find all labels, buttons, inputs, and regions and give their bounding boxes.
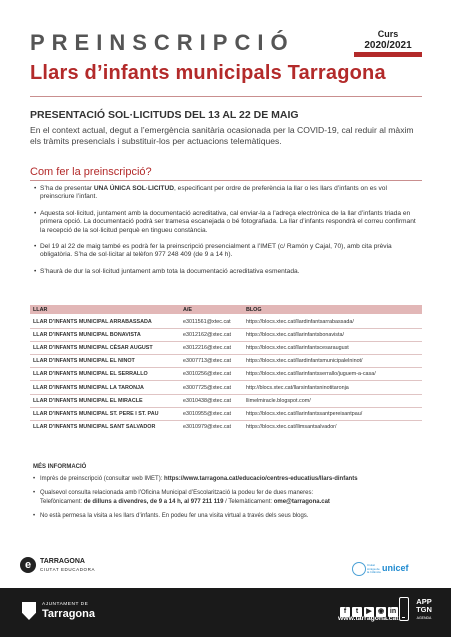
course-label-text: Curs [377, 29, 399, 39]
nursery-email[interactable]: e3012216@xtec.cat [180, 341, 243, 354]
list-item [34, 185, 422, 202]
nursery-email[interactable]: e3011561@xtec.cat [180, 315, 243, 328]
nursery-blog-link[interactable]: https://blocs.xtec.cat/llarinfantssantpereisantpau/ [243, 407, 422, 420]
tgn-label: TGN [416, 605, 432, 614]
info-text: Telefònicament: [40, 498, 84, 505]
table-row [30, 341, 422, 354]
nursery-blog-link[interactable]: llimelmiracle.blogspot.com/ [243, 394, 422, 407]
app-label: APP [416, 597, 432, 606]
nursery-blog-link[interactable]: https://blocs.xtec.cat/llarinfantsserrallo/juguem-a-casa/ [243, 368, 422, 381]
column-header-blog: BLOG [243, 305, 422, 315]
unicef-logo [352, 562, 432, 576]
pretitle: PREINSCRIPCIÓ [30, 30, 295, 55]
presentation-text: En el context actual, degut a l’emergència sanitària ocasionada per la COVID-19, cal reduir al màxim els tràmits presencials i substituir-los per actuacions telemàtiques. [30, 125, 414, 146]
column-header-llar: LLAR [30, 305, 180, 315]
nursery-blog-link[interactable]: https://blocs.xtec.cat/llardinfantsmunicipalelninot/ [243, 355, 422, 368]
nursery-name: LLAR D’INFANTS MUNICIPAL CÈSAR AUGUST [30, 341, 180, 354]
linkedin-icon[interactable]: in [389, 608, 397, 615]
list-item: • No està permesa la visita a les llars d’infants. En podeu fer una visita virtual a través dels seus blogs. [33, 512, 425, 520]
more-info-list [33, 475, 425, 527]
info-text: Imprès de preinscripció (consultar web IMET): [40, 476, 165, 482]
table-header-row [30, 305, 422, 315]
list-item: • S’haurà de dur la sol·licitud juntament amb tota la documentació acreditativa esmentada. [34, 268, 422, 276]
nursery-name: LLAR D’INFANTS MUNICIPAL LA TARONJA [30, 381, 180, 394]
footer-bar [0, 588, 451, 637]
nursery-name: LLAR D’INFANTS MUNICIPAL ARRABASSADA [30, 315, 180, 328]
nursery-email[interactable]: e3010256@xtec.cat [180, 368, 243, 381]
column-header-email: A/E [180, 305, 243, 315]
table-row [30, 355, 422, 368]
nursery-blog-link[interactable]: https://blocs.xtec.cat/llardinfantsarrabassada/ [243, 315, 422, 328]
tarragona-educadora-logo [20, 556, 100, 578]
presentation-heading: PRESENTACIÓ SOL·LICITUDS DEL 13 AL 22 DE MAIG [30, 109, 299, 121]
bullet-bold: UNA ÚNICA SOL·LICITUD [93, 185, 174, 192]
divider [30, 96, 422, 97]
agenda-label: AGENDA [416, 616, 432, 620]
app-tgn-badge[interactable] [413, 598, 435, 622]
nursery-blog-link[interactable]: https://blocs.xtec.cat/llarinfantsbonavista/ [243, 328, 422, 341]
how-list [34, 185, 422, 284]
contact-email-link[interactable]: ome@tarragona.cat [273, 498, 330, 505]
website-link[interactable]: www.tarragona.cat [338, 615, 399, 622]
facebook-icon[interactable]: f [340, 607, 350, 617]
phone-hours: de dilluns a divendres, de 9 a 14 h, al 977 211 119 [83, 498, 224, 505]
nursery-email[interactable]: e3007725@xtec.cat [180, 381, 243, 394]
nursery-name: LLAR D’INFANTS MUNICIPAL EL SERRALLO [30, 368, 180, 381]
ajuntament-label: AJUNTAMENT DE [42, 602, 89, 607]
course-years: 2020/2021 [364, 40, 412, 51]
divider [30, 180, 422, 181]
course-label [356, 29, 420, 51]
how-heading: Com fer la preinscripció? [30, 166, 152, 178]
list-item: • Aquesta sol·licitud, juntament amb la documentació acreditativa, cal enviar-la a l’adreça electrònica de la llar d’infants triada en primera opció. La documentació podrà ser tramesa escanejada o bé fotografiada. La llar d’infants respondrà el correu confirmant la recepció de la sol·licitud perquè en tingueu constància. [34, 210, 422, 235]
unicef-wordmark: unicef [382, 563, 409, 573]
table-row [30, 394, 422, 407]
nursery-blog-link[interactable]: https://blocs.xtec.cat/llarinfantscesaraugust [243, 341, 422, 354]
social-icons [340, 600, 400, 615]
phone-icon [399, 597, 409, 621]
nurseries-table [30, 305, 422, 434]
table-row [30, 381, 422, 394]
nursery-email[interactable]: e3010979@xtec.cat [183, 424, 232, 431]
tgn-e-icon: e [20, 557, 36, 573]
twitter-icon[interactable]: t [352, 607, 362, 617]
list-item [33, 475, 425, 483]
course-accent-bar [354, 52, 422, 57]
nursery-email[interactable]: e3007713@xtec.cat [180, 355, 243, 368]
table-row [30, 407, 422, 420]
ajuntament-name: Tarragona [42, 608, 95, 620]
nursery-name: LLAR D’INFANTS MUNICIPAL EL MIRACLE [30, 394, 180, 407]
nursery-blog-link[interactable]: http://blocs.xtec.cat/llarsinfantsninotitaronja [243, 381, 422, 394]
bullet-text: , especificant per ordre de preferència la llar o les llars d’infants on es vol preinscriure l’infant. [40, 185, 387, 201]
city-text: Ciutat Amiga de la Infància [367, 563, 381, 574]
nursery-name: LLAR D’INFANTS MUNICIPAL SANT SALVADOR [33, 424, 156, 431]
tgn-name: TARRAGONA [40, 558, 85, 565]
more-info-heading: MÉS INFORMACIÓ [33, 464, 87, 470]
imet-link[interactable]: https://www.tarragona.cat/educacio/centres-educatius/llars-dinfants [164, 476, 358, 482]
table-row [30, 368, 422, 381]
nursery-name: LLAR D’INFANTS MUNICIPAL EL NINOT [30, 355, 180, 368]
info-text: / Telemàticament: [223, 498, 274, 505]
nursery-email[interactable]: e3010955@xtec.cat [180, 407, 243, 420]
nursery-name: LLAR D’INFANTS MUNICIPAL ST. PERE I ST. PAU [30, 407, 180, 420]
child-friendly-city-icon [352, 562, 366, 576]
info-text: Qualsevol consulta relacionada amb l’Oficina Municipal d’Escolarització la podeu fer de dues maneres: [40, 490, 314, 497]
list-item [33, 489, 425, 506]
instagram-icon[interactable]: ◉ [377, 608, 385, 615]
ajuntament-shield-icon [22, 602, 36, 620]
table-row [30, 421, 422, 434]
table-row [30, 328, 422, 341]
table-row [30, 315, 422, 328]
tgn-sub: CIUTAT EDUCADORA [40, 567, 96, 572]
nursery-name: LLAR D’INFANTS MUNICIPAL BONAVISTA [30, 328, 180, 341]
main-title: Llars d’infants municipals Tarragona [30, 62, 386, 84]
nursery-blog-link[interactable]: https://blocs.xtec.cat/llimsantsalvador/ [246, 424, 337, 431]
bullet-text: S’ha de presentar [40, 185, 94, 192]
nursery-email[interactable]: e3012162@xtec.cat [180, 328, 243, 341]
youtube-icon[interactable]: ▶ [364, 607, 374, 617]
nursery-email[interactable]: e3010438@xtec.cat [180, 394, 243, 407]
list-item: • Del 19 al 22 de maig també es podrà fer la preinscripció presencialment a l’IMET (c/ Ramón y Cajal, 70), amb cita prèvia obligatòria. S’ha de sol·licitar al telèfon 977 248 409 (de 9 a 14 h). [34, 243, 422, 260]
